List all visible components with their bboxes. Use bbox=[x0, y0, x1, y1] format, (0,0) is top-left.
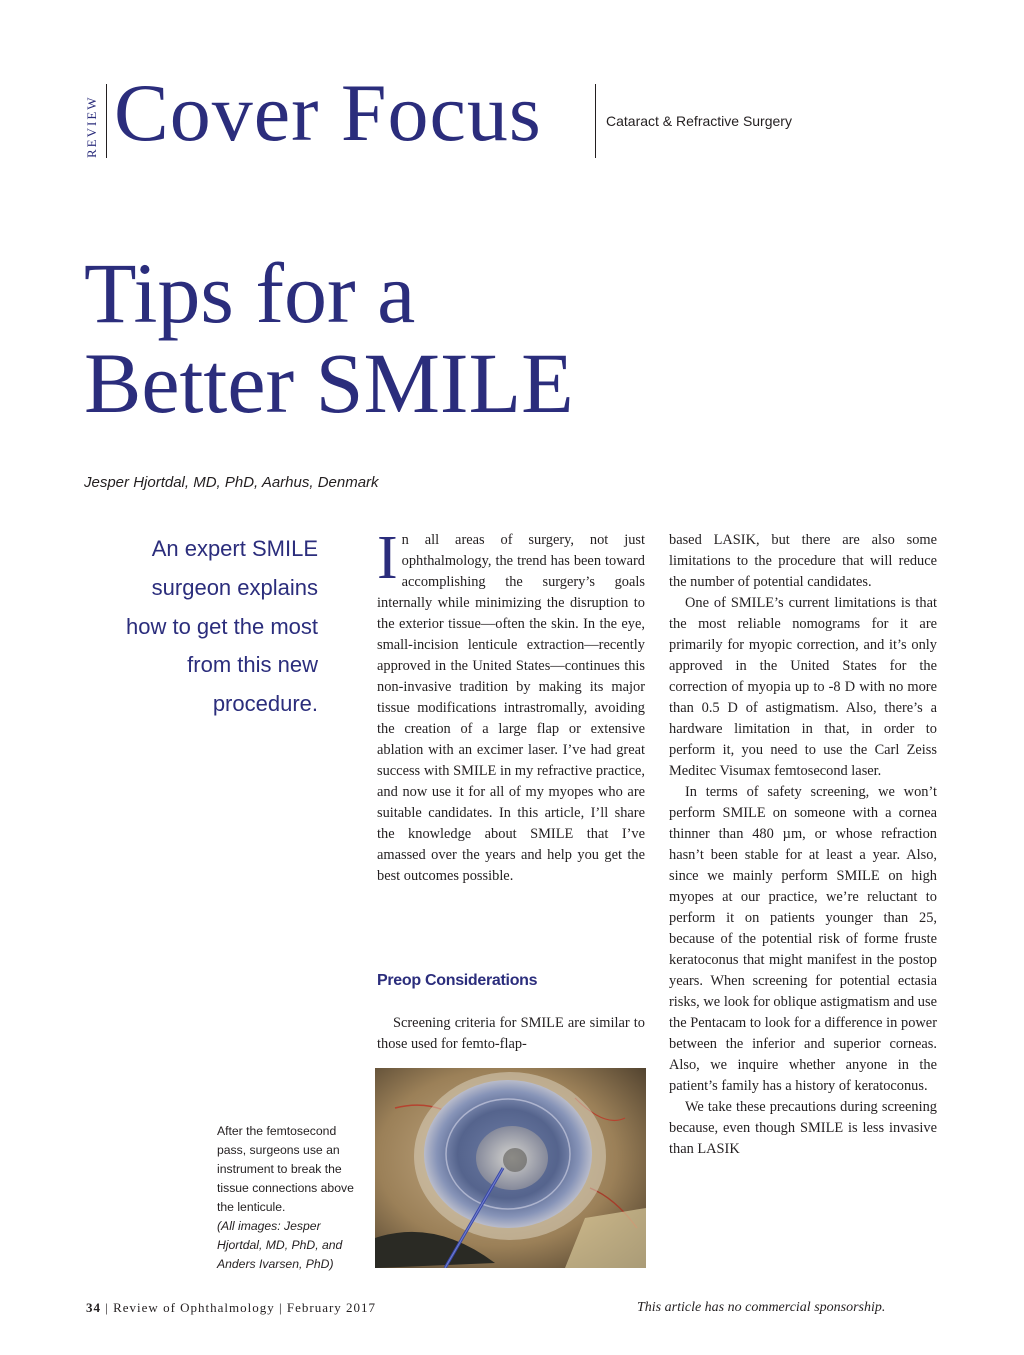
body-column-1 bbox=[377, 524, 645, 887]
footer-separator: | bbox=[279, 1300, 283, 1315]
article-headline bbox=[84, 245, 574, 431]
review-tag bbox=[84, 86, 104, 158]
body-column-2 bbox=[669, 530, 937, 1160]
headline-line-1: Tips for a bbox=[84, 245, 416, 341]
eye-surgery-image bbox=[375, 1068, 646, 1268]
headline-line-2: Better SMILE bbox=[84, 335, 574, 431]
drop-cap: I bbox=[377, 524, 398, 592]
issue-date: February 2017 bbox=[286, 1300, 377, 1315]
section-title: Cover Focus bbox=[114, 67, 542, 158]
intro-paragraph bbox=[377, 524, 645, 887]
photo-caption bbox=[217, 1122, 362, 1274]
body-column-1-continued bbox=[377, 1013, 645, 1055]
subhead-preop: Preop Considerations bbox=[377, 972, 538, 989]
intro-text: n all areas of surgery, not just ophthalmology, the trend has been toward accomplishing the surgery’s goals internally while minimizing the disruption to the exterior tissue—often the skin. In the eye, small-incision lenticule extraction—recently approved in the United States—continues this non-invasive tradition by making its major tissue modifications intrastromally, avoiding the creation of a large flap or extensive ablation with an excimer laser. I’ve had great success with SMILE in my refractive practice, and now use it for all of my myopes who are suitable candidates. In this article, I’ll share the knowledge about SMILE that I’ve amassed over the years and help you get the best outcomes possible. bbox=[377, 532, 645, 884]
body-paragraph: We take these precautions during screening because, even though SMILE is less invasive than LASIK bbox=[669, 1099, 937, 1157]
body-paragraph: In terms of safety screening, we won’t perform SMILE on someone with a cornea thinner than 480 µm, or whose refraction hasn’t been stable for at least a year. Also, since we mainly perform SMILE on high myopes at our practice, we’re reluctant to perform it on patients younger than 25, because of the potential risk of forme fruste keratoconus that might manifest in the postop years. When screening for potential ectasia risks, we look for oblique astigmatism and use the Pentacam to look for a difference in power between the inferior and superior corneas. Also, we inquire whether anyone in the patient’s family has a history of keratoconus. bbox=[669, 784, 937, 1094]
review-tag-text: REVIEW bbox=[84, 95, 99, 158]
header-divider-right bbox=[595, 84, 596, 158]
body-paragraph: Screening criteria for SMILE are similar to those used for femto-flap- bbox=[377, 1015, 645, 1052]
page-number: 34 bbox=[86, 1300, 101, 1315]
page-footer bbox=[86, 1300, 376, 1316]
byline: Jesper Hjortdal, MD, PhD, Aarhus, Denmark bbox=[84, 474, 379, 491]
caption-credit: (All images: Jesper Hjortdal, MD, PhD, and Anders Ivarsen, PhD) bbox=[217, 1219, 343, 1271]
article-deck: An expert SMILE surgeon explains how to get the most from this new procedure. bbox=[126, 536, 318, 717]
body-paragraph: based LASIK, but there are also some limitations to the procedure that will reduce the number of potential candidates. bbox=[669, 532, 937, 590]
footer-separator: | bbox=[105, 1300, 109, 1315]
section-header bbox=[84, 67, 844, 160]
section-subtitle: Cataract & Refractive Surgery bbox=[606, 113, 792, 129]
header-divider-left bbox=[106, 84, 107, 158]
body-paragraph: One of SMILE’s current limitations is that the most reliable nomograms for it are primarily for myopic correction, and it’s only approved in the United States for the correction of myopia up to -8 D with no more than 0.5 D of astigmatism. Also, there’s a hardware limitation in that, in order to perform it, you need to use the Carl Zeiss Meditec Visumax femtosecond laser. bbox=[669, 595, 937, 779]
sponsorship-disclaimer: This article has no commercial sponsorship. bbox=[637, 1300, 886, 1315]
caption-text: After the femtosecond pass, surgeons use an instrument to break the tissue connections above the lenticule. bbox=[217, 1124, 354, 1214]
publication-name: Review of Ophthalmology bbox=[113, 1300, 275, 1315]
surgery-photo bbox=[375, 1068, 646, 1268]
